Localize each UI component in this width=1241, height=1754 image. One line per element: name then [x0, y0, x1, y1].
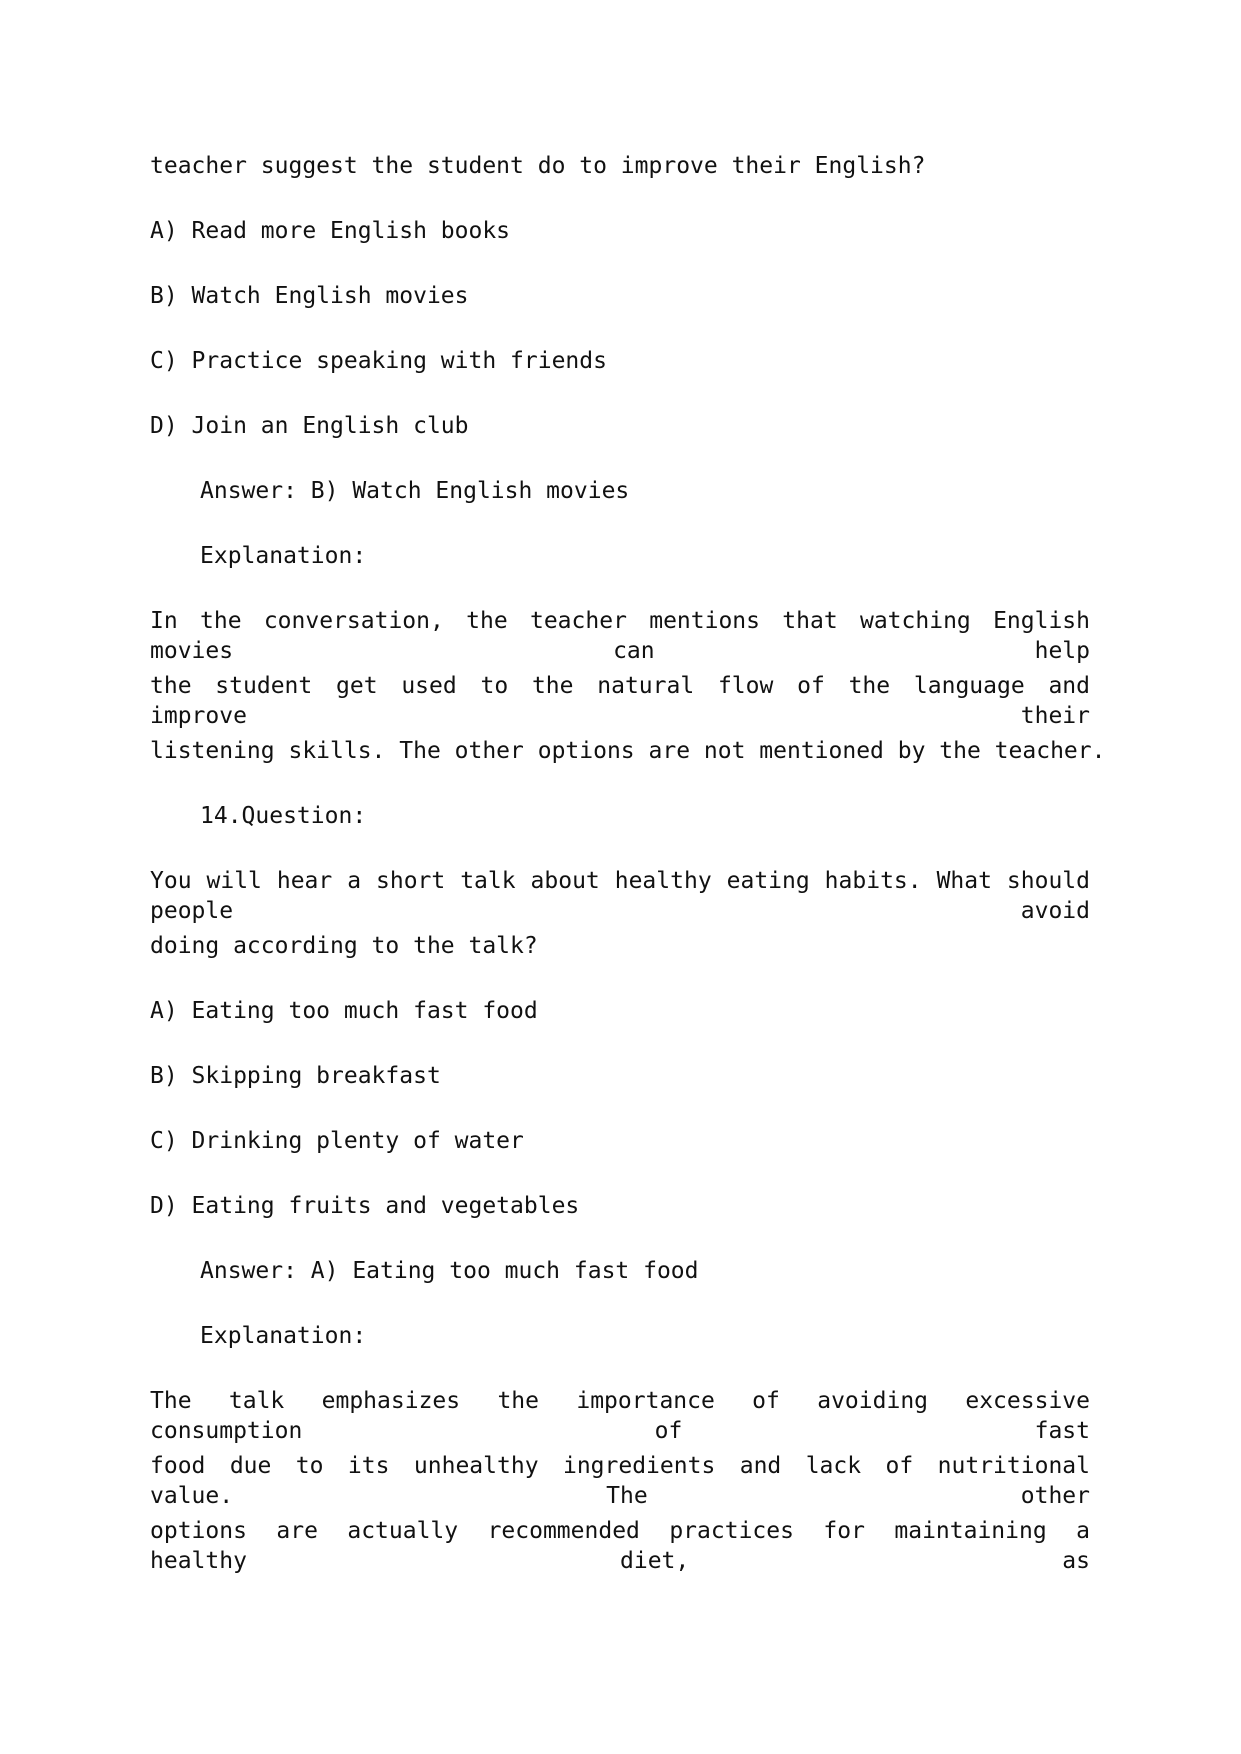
option-d: D) Eating fruits and vegetables	[150, 1193, 580, 1219]
explanation-text: The talk emphasizes the importance of avoiding excessive consumption of fast	[150, 1388, 1090, 1444]
explanation-text: listening skills. The other options are not mentioned by the teacher.	[150, 738, 1106, 764]
answer-line: Answer: A) Eating too much fast food	[200, 1258, 699, 1284]
question-text: doing according to the talk?	[150, 933, 538, 959]
option-d: D) Join an English club	[150, 413, 469, 439]
explanation-text: the student get used to the natural flow of the language and improve their	[150, 673, 1090, 729]
explanation-heading: Explanation:	[200, 543, 367, 569]
option-c: C) Practice speaking with friends	[150, 348, 607, 374]
question-text: You will hear a short talk about healthy eating habits. What should people avoid	[150, 868, 1090, 924]
option-c: C) Drinking plenty of water	[150, 1128, 524, 1154]
option-b: B) Watch English movies	[150, 283, 469, 309]
answer-line: Answer: B) Watch English movies	[200, 478, 630, 504]
question-continuation: teacher suggest the student do to improve their English?	[150, 153, 926, 179]
explanation-text: food due to its unhealthy ingredients and lack of nutritional value. The other	[150, 1453, 1090, 1509]
explanation-heading: Explanation:	[200, 1323, 367, 1349]
option-a: A) Read more English books	[150, 218, 511, 244]
option-a: A) Eating too much fast food	[150, 998, 538, 1024]
option-b: B) Skipping breakfast	[150, 1063, 441, 1089]
question-number: 14.Question:	[200, 803, 367, 829]
explanation-text: options are actually recommended practices for maintaining a healthy diet, as	[150, 1518, 1090, 1574]
explanation-text: In the conversation, the teacher mentions that watching English movies can help	[150, 608, 1090, 664]
